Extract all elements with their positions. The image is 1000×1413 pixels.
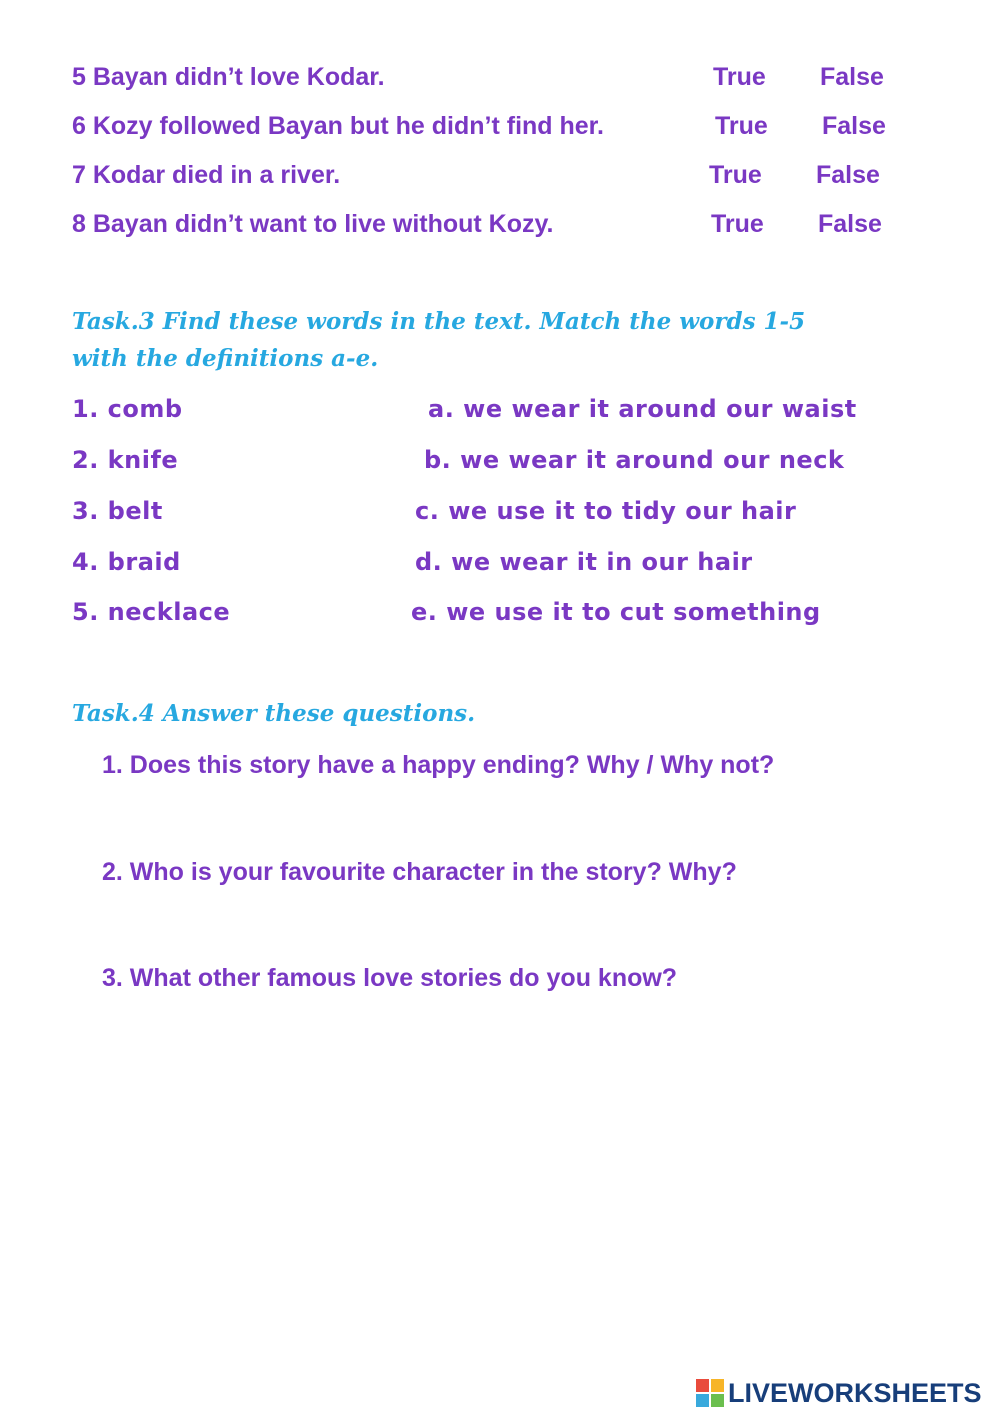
statement-6: 6 Kozy followed Bayan but he didn’t find her. xyxy=(72,112,604,140)
false-option-7[interactable]: False xyxy=(816,161,880,189)
logo-text: LIVEWORKSHEETS xyxy=(728,1377,982,1408)
definition-item[interactable]: e. we use it to cut something xyxy=(411,598,821,626)
definition-item[interactable]: c. we use it to tidy our hair xyxy=(415,497,797,525)
task4-heading: Task.4 Answer these questions. xyxy=(72,700,476,727)
question-3: 3. What other famous love stories do you know? xyxy=(102,964,678,992)
true-option-6[interactable]: True xyxy=(715,112,768,140)
word-item[interactable]: 1. comb xyxy=(72,395,183,423)
question-2: 2. Who is your favourite character in the story? Why? xyxy=(102,858,737,886)
definition-item[interactable]: a. we wear it around our waist xyxy=(428,395,857,423)
answer-area-1[interactable] xyxy=(100,784,920,844)
false-option-8[interactable]: False xyxy=(818,210,882,238)
definition-item[interactable]: d. we wear it in our hair xyxy=(415,548,753,576)
answer-area-2[interactable] xyxy=(100,891,920,951)
word-item[interactable]: 3. belt xyxy=(72,497,163,525)
true-option-8[interactable]: True xyxy=(711,210,764,238)
liveworksheets-logo-icon xyxy=(696,1379,724,1407)
statement-5: 5 Bayan didn’t love Kodar. xyxy=(72,63,385,91)
word-item[interactable]: 5. necklace xyxy=(72,598,231,626)
task3-heading-line1: Task.3 Find these words in the text. Match the words 1-5 xyxy=(72,308,806,335)
task3-heading-line2: with the definitions a-e. xyxy=(72,345,379,372)
false-option-5[interactable]: False xyxy=(820,63,884,91)
question-1: 1. Does this story have a happy ending? Why / Why not? xyxy=(102,751,775,779)
word-item[interactable]: 4. braid xyxy=(72,548,181,576)
false-option-6[interactable]: False xyxy=(822,112,886,140)
statement-7: 7 Kodar died in a river. xyxy=(72,161,341,189)
true-option-5[interactable]: True xyxy=(713,63,766,91)
definition-item[interactable]: b. we wear it around our neck xyxy=(424,446,845,474)
statement-8: 8 Bayan didn’t want to live without Kozy. xyxy=(72,210,554,238)
answer-area-3[interactable] xyxy=(100,997,920,1057)
word-item[interactable]: 2. knife xyxy=(72,446,179,474)
liveworksheets-logo xyxy=(696,1378,982,1408)
true-option-7[interactable]: True xyxy=(709,161,762,189)
